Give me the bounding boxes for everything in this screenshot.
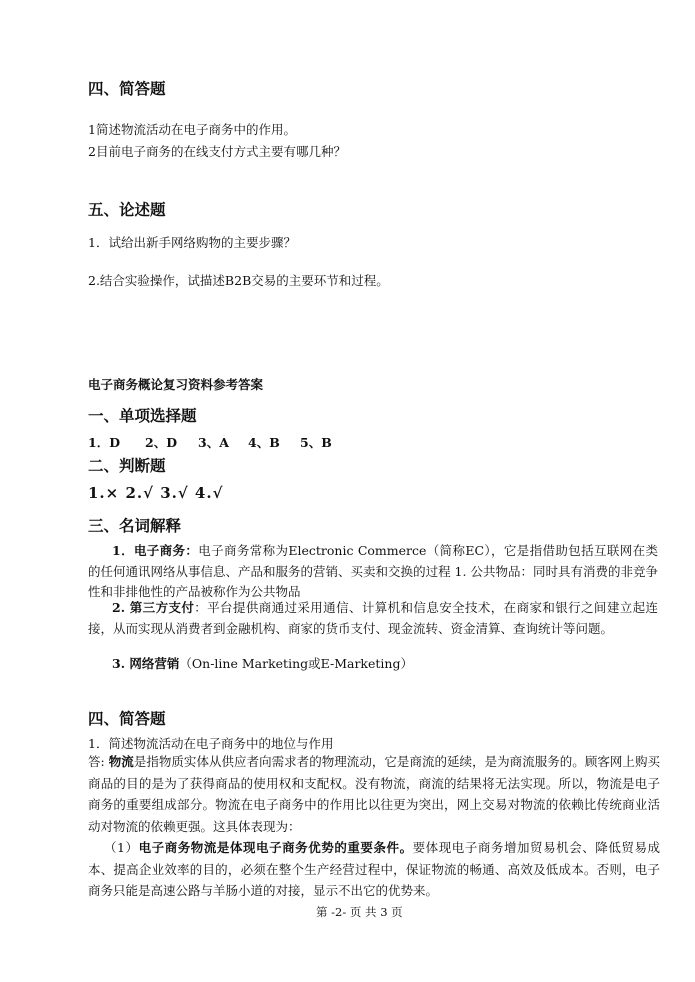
section5-question-1: 1．试给出新手网络购物的主要步骤？ (88, 235, 296, 250)
choice-answer: 1．D (88, 435, 121, 450)
term-2-label: 2. 第三方支付 (112, 600, 195, 615)
answer-point-1: （1）电子商务物流是体现电子商务优势的重要条件。要体现电子商务增加贸易机会、降低贸易成本、提高企业效率的目的，必须在整个生产经营过程中，保证物流的畅通、高效及低成本。否则，电子商务只能是高速公路与羊肠小道的对接，显示不出它的优势来。 (88, 840, 660, 898)
section4-top-heading: 四、简答题 (88, 80, 166, 98)
section4-top-question-1: 1简述物流活动在电子商务中的作用。 (88, 122, 296, 137)
term-2-text: ：平台提供商通过采用通信、计算机和信息安全技术，在商家和银行之间建立起连接，从而实现从消费者到金融机构、商家的货币支付、现金流转、资金清算、查询统计等问题。 (88, 600, 658, 636)
page-footer: 第 -2- 页 共 3 页 (316, 905, 403, 919)
term-2-definition (88, 598, 658, 639)
term-1-definition (88, 541, 658, 603)
term-1-text: 电子商务常称为Electronic Commerce（简称EC），它是指借助包括互联网在类的任何通讯网络从事信息、产品和服务的营销、买卖和交换的过程 1. 公共物品：同时具有消费的非竞争性和非排他性的产品被称作为公共物品 (88, 543, 658, 599)
judgement-answers: 1.× 2.√ 3.√ 4.√ (88, 484, 224, 502)
term-3-label: 3. 网络营销 (112, 656, 180, 671)
answer-paragraph: 答: 物流是指物质实体从供应者向需求者的物理流动，它是商流的延续，是为商流服务的。顾客网上购买商品的目的是为了获得商品的使用权和支配权。没有物流，商流的结果将无法实现。所以，物流是电子商务的重要组成部分。物流在电子商务中的作用比以往更为突出，网上交易对物流的依赖比传统商业活动对物流的依赖更强。这具体表现为： (88, 754, 660, 834)
section4-top-question-2: 2目前电子商务的在线支付方式主要有哪几种？ (88, 144, 346, 159)
choice-answer: 2、D (145, 435, 178, 450)
section5-heading: 五、论述题 (88, 201, 166, 219)
answer-point-1-bold: 电子商务物流是体现电子商务优势的重要条件。 (138, 840, 413, 855)
term-1-label: 1．电子商务： (112, 543, 199, 558)
choice-answer: 3、A (198, 435, 229, 450)
answers-sec4-question-1: 1．简述物流活动在电子商务中的地位与作用 (88, 736, 334, 751)
answers-title: 电子商务概论复习资料参考答案 (88, 377, 264, 392)
choice-answer: 5、B (300, 435, 332, 450)
answer-keyword: 物流 (108, 754, 134, 769)
answers-sec1-heading: 一、单项选择题 (88, 407, 197, 425)
choice-answer: 4、B (248, 435, 280, 450)
answers-sec4-heading: 四、简答题 (88, 710, 166, 728)
section5-question-2: 2.结合实验操作，试描述B2B交易的主要环节和过程。 (88, 273, 389, 288)
term-3-text: （On-line Marketing或E-Marketing） (179, 656, 413, 671)
answers-sec2-heading: 二、判断题 (88, 457, 166, 475)
answers-sec3-heading: 三、名词解释 (88, 517, 182, 535)
term-3-definition (112, 654, 413, 672)
